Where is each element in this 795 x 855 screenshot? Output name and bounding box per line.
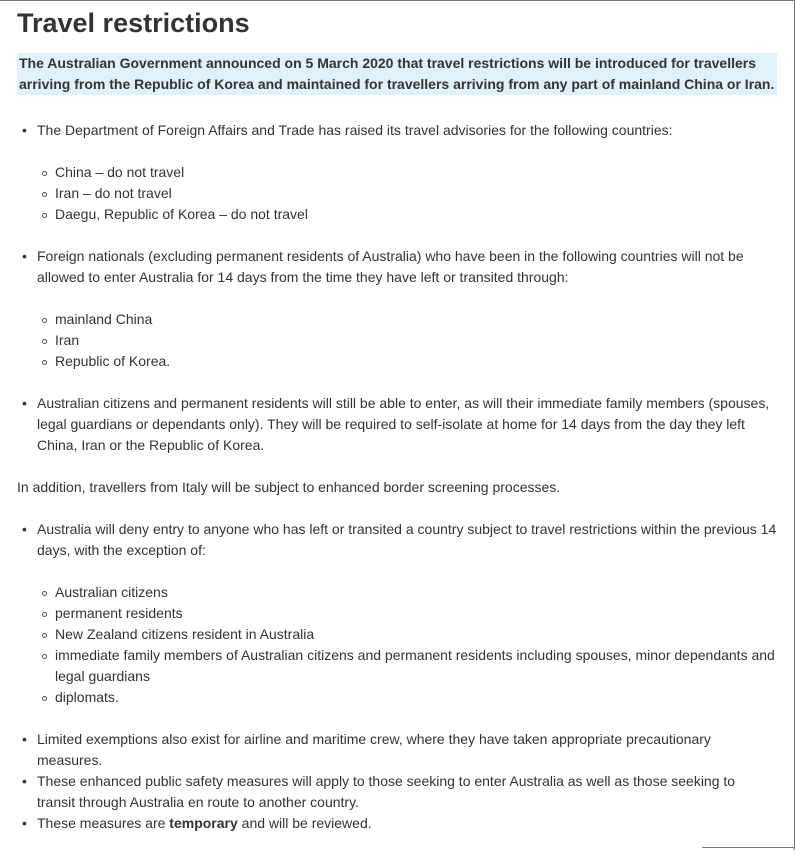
list-item: [37, 204, 777, 225]
list-item-text: Daegu, Republic of Korea – do not travel: [55, 206, 308, 222]
list-item-dfat-advisories: [17, 120, 777, 225]
list-item-text: immediate family members of Australian citizens and permanent residents including spouses, minor dependants and legal guardians: [55, 647, 775, 684]
list-item-text: Foreign nationals (excluding permanent residents of Australia) who have been in the following countries will not be allowed to enter Australia for 14 days from the time they have left or transited through:: [37, 248, 744, 285]
circle-bullet-icon: [42, 192, 47, 197]
bullet-icon: •: [22, 395, 27, 411]
restricted-countries-list: [37, 309, 777, 372]
bullet-icon: •: [22, 248, 27, 264]
circle-bullet-icon: [42, 654, 47, 659]
bullet-icon: •: [22, 773, 27, 789]
list-item: [37, 603, 777, 624]
list-item-citizens-self-isolate: [17, 393, 777, 456]
list-item-text: The Department of Foreign Affairs and Trade has raised its travel advisories for the following countries:: [37, 122, 673, 138]
list-item-text: Australian citizens and permanent residents will still be able to enter, as will their immediate family members (spouses, legal guardians or dependants only). They will be required to self-isolate at home for 14 days from the day they left China, Iran or the Republic of Korea.: [37, 395, 770, 453]
circle-bullet-icon: [42, 591, 47, 596]
list-item-text: diplomats.: [55, 689, 119, 705]
list-item-text: Australia will deny entry to anyone who has left or transited a country subject to travel restrictions within the previous 14 days, with the exception of:: [37, 521, 777, 558]
list-item: [37, 582, 777, 603]
exceptions-list: [37, 582, 777, 708]
list-item-text: China – do not travel: [55, 164, 185, 180]
restrictions-list: [17, 120, 777, 456]
list-item-text: mainland China: [55, 311, 153, 327]
circle-bullet-icon: [42, 171, 47, 176]
list-item-text: Iran – do not travel: [55, 185, 172, 201]
circle-bullet-icon: [42, 633, 47, 638]
circle-bullet-icon: [42, 612, 47, 617]
list-item: [37, 309, 777, 330]
list-item: [37, 687, 777, 708]
list-item-foreign-nationals: [17, 246, 777, 372]
list-item: [37, 351, 777, 372]
list-item-temporary-measures: [17, 813, 777, 834]
list-item-text: permanent residents: [55, 605, 183, 621]
advisory-countries-list: [37, 162, 777, 225]
bullet-icon: •: [22, 815, 27, 831]
list-item-text-before: These measures are: [37, 815, 166, 831]
list-item-text: Iran: [55, 332, 80, 348]
bullet-icon: •: [22, 521, 27, 537]
circle-bullet-icon: [42, 360, 47, 365]
list-item: [37, 162, 777, 183]
circle-bullet-icon: [42, 339, 47, 344]
entry-rules-list: [17, 519, 777, 834]
list-item: [37, 624, 777, 645]
list-item: [37, 330, 777, 351]
list-item: [37, 183, 777, 204]
circle-bullet-icon: [42, 696, 47, 701]
page-title: Travel restrictions: [17, 8, 250, 38]
list-item-text: New Zealand citizens resident in Australia: [55, 626, 315, 642]
frame-top-border: [0, 0, 795, 1]
circle-bullet-icon: [42, 213, 47, 218]
list-item-deny-entry: [17, 519, 777, 708]
list-item-text: Republic of Korea.: [55, 353, 171, 369]
list-item-text-after: and will be reviewed.: [241, 815, 372, 831]
list-item: [37, 645, 777, 687]
circle-bullet-icon: [42, 318, 47, 323]
list-item-text: Australian citizens: [55, 584, 168, 600]
bullet-icon: •: [22, 731, 27, 747]
list-item-text: Limited exemptions also exist for airline and maritime crew, where they have taken appropriate precautionary measures.: [37, 731, 711, 768]
article-content: [17, 6, 777, 855]
bullet-icon: •: [22, 122, 27, 138]
list-item-text: These enhanced public safety measures will apply to those seeking to enter Australia as well as those seeking to transit through Australia en route to another country.: [37, 773, 736, 810]
announcement-highlight: The Australian Government announced on 5 March 2020 that travel restrictions will be introduced for travellers arriving from the Republic of Korea and maintained for travellers arriving from any part of mainland China or Iran.: [17, 53, 777, 95]
list-item-transit-measures: [17, 771, 777, 813]
italy-paragraph: In addition, travellers from Italy will be subject to enhanced border screening processes.: [17, 479, 561, 495]
emphasis-temporary: temporary: [169, 815, 238, 831]
list-item-crew-exemptions: [17, 729, 777, 771]
